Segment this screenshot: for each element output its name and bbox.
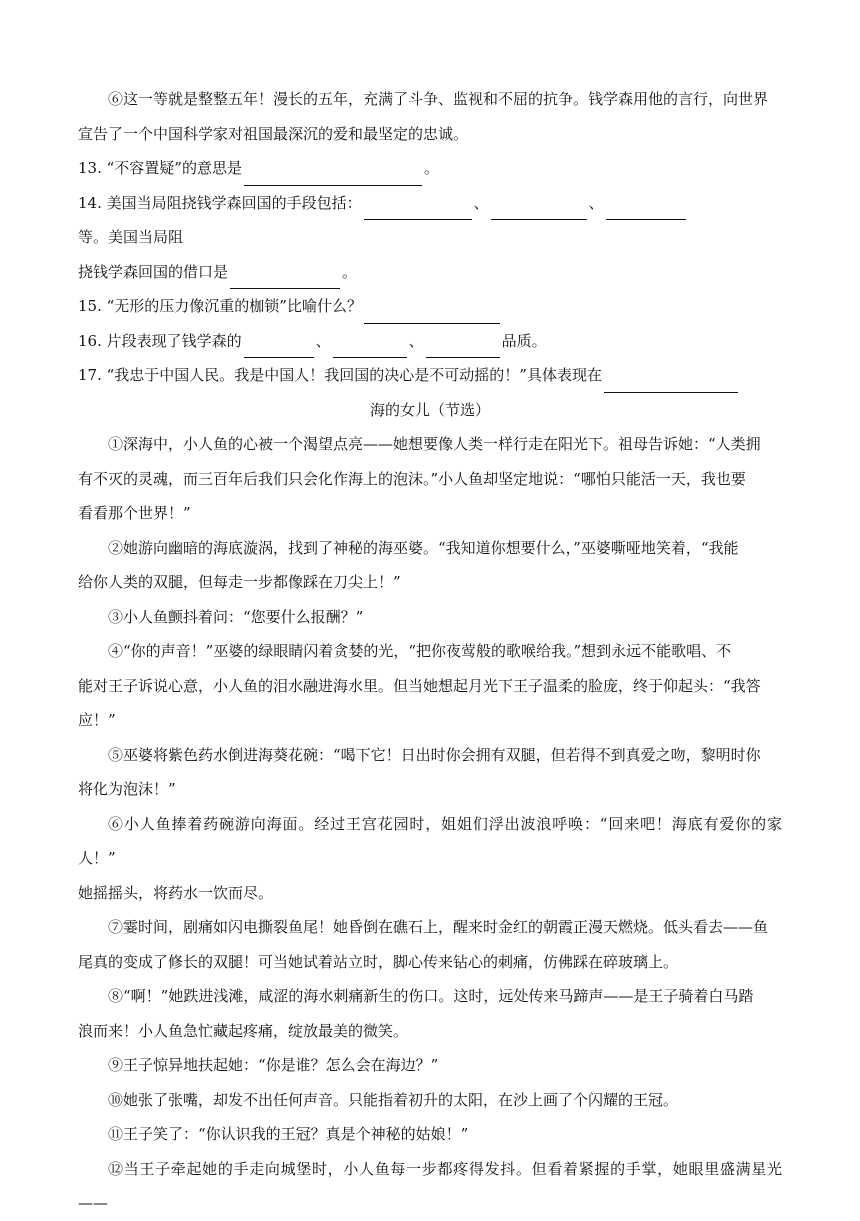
text-line: 她摇摇头，将药水一饮而尽。 — [78, 883, 274, 902]
text-line: ⑪王子笑了：“你认识我的王冠？真是个神秘的姑娘！” — [108, 1125, 469, 1143]
text-line: ⑩她张了张嘴，却发不出任何声音。只能指着初升的太阳，在沙上画了个闪耀的王冠。 — [108, 1090, 679, 1109]
paragraph-3 — [78, 600, 782, 635]
question-text: 、 — [588, 193, 604, 212]
paragraph-5 — [78, 738, 782, 807]
text-line: ⑧“啊！”她跌进浅滩，咸涩的海水刺痛新生的伤口。这时，远处传来马蹄声——是王子骑着白马踏 — [108, 987, 754, 1005]
answer-blank[interactable] — [244, 167, 422, 186]
answer-blank[interactable] — [604, 374, 738, 393]
question-text: 等。美国当局阻 — [78, 228, 184, 246]
text-line: 给你人类的双腿，但每走一步都像踩在刀尖上！” — [78, 573, 401, 591]
question-text: 17. “我忠于中国人民。我是中国人！我回国的决心是不可动摇的！”具体表现在 — [78, 366, 602, 384]
paragraph-1 — [78, 427, 782, 531]
text-line: 宣告了一个中国科学家对祖国最深沉的爱和最坚定的忠诚。 — [78, 124, 469, 143]
text-line: ⑦霎时间，剧痛如闪电撕裂鱼尾！她昏倒在礁石上，醒来时金红的朝霞正漫天燃烧。低头看去——鱼 — [108, 918, 769, 936]
question-17 — [78, 358, 782, 393]
question-14-line-2 — [78, 255, 782, 290]
paragraph-11 — [78, 1117, 782, 1152]
question-text: 。 — [342, 262, 358, 281]
answer-blank[interactable] — [364, 305, 500, 324]
answer-blank[interactable] — [426, 339, 500, 358]
text-line: 浪而来！小人鱼急忙藏起疼痛，绽放最美的微笑。 — [78, 1021, 409, 1040]
text-line: ③小人鱼颤抖着问：“您要什么报酬？” — [108, 607, 364, 626]
text-line: ①深海中，小人鱼的心被一个渴望点亮——她想要像人类一样行走在阳光下。祖母告诉她：“人类拥 — [108, 435, 761, 453]
paragraph-4 — [78, 634, 782, 738]
text-line: 能对王子诉说心意，小人鱼的泪水融进海水里。但当她想起月光下王子温柔的脸庞，终于仰起头：“我答 — [78, 676, 761, 695]
paragraph-9 — [78, 1048, 782, 1083]
question-text: 。 — [423, 159, 439, 177]
paragraph-6 — [78, 807, 782, 911]
text-line: ⑥这一等就是整整五年！漫长的五年，充满了斗争、监视和不屈的抗争。钱学森用他的言行，向世界 — [108, 90, 769, 108]
text-line: ⑫当王子牵起她的手走向城堡时，小人鱼每一步都疼得发抖。但看着紧握的手掌，她眼里盛满星光—— — [78, 1159, 782, 1212]
question-15 — [78, 289, 782, 324]
text-line: ⑨王子惊异地扶起她：“你是谁？怎么会在海边？” — [108, 1056, 439, 1074]
question-14 — [78, 186, 782, 255]
text-line: ④“你的声音！”巫婆的绿眼睛闪着贪婪的光，“把你夜莺般的歌喉给我。”想到永远不能歌唱、不 — [108, 642, 732, 660]
text-line: 看看那个世界！” — [78, 504, 191, 522]
text-line: ⑥小人鱼捧着药碗游向海面。经过王宫花园时，姐姐们浮出波浪呼唤：“回来吧！海底有爱你的家人！” — [78, 814, 782, 867]
answer-blank[interactable] — [364, 201, 472, 220]
answer-blank[interactable] — [491, 201, 587, 220]
question-13 — [78, 151, 782, 186]
question-text: 挠钱学森回国的借口是 — [78, 262, 229, 281]
passage-title: 海的女儿（节选） — [369, 400, 490, 419]
paragraph-8 — [78, 979, 782, 1048]
answer-blank[interactable] — [244, 339, 314, 358]
text-line: ②她游向幽暗的海底漩涡，找到了神秘的海巫婆。“我知道你想要什么，”巫婆嘶哑地笑着，“我能 — [108, 538, 739, 557]
question-text: 、 — [408, 331, 424, 350]
question-text: 、 — [315, 331, 331, 350]
answer-blank[interactable] — [606, 201, 686, 220]
text-line: 有不灭的灵魂，而三百年后我们只会化作海上的泡沫。”小人鱼却坚定地说：“哪怕只能活一天，我也要 — [78, 469, 746, 488]
question-text: 13. “不容置疑”的意思是 — [78, 159, 242, 177]
text-line: 应！” — [78, 711, 116, 729]
question-text: 16. 片段表现了钱学森的 — [78, 331, 242, 350]
question-text: 品质。 — [501, 331, 547, 350]
text-line: 将化为泡沫！” — [78, 780, 176, 798]
question-text: 14. 美国当局阻挠钱学森回国的手段包括： — [78, 193, 362, 212]
answer-blank[interactable] — [230, 270, 340, 289]
paragraph-12 — [78, 1152, 782, 1221]
text-line: ⑤巫婆将紫色药水倒进海葵花碗：“喝下它！日出时你会拥有双腿，但若得不到真爱之吻，黎明时你 — [108, 745, 761, 764]
paragraph-7 — [78, 910, 782, 979]
answer-blank[interactable] — [333, 339, 407, 358]
question-text: 、 — [473, 193, 489, 212]
question-text: 15. “无形的压力像沉重的枷锁”比喻什么？ — [78, 297, 362, 315]
passage1-paragraph-6 — [78, 82, 782, 151]
paragraph-10 — [78, 1083, 782, 1118]
question-16 — [78, 324, 782, 359]
text-line: 尾真的变成了修长的双腿！可当她试着站立时，脚心传来钻心的刺痛，仿佛踩在碎玻璃上。 — [78, 952, 679, 971]
paragraph-2 — [78, 531, 782, 600]
